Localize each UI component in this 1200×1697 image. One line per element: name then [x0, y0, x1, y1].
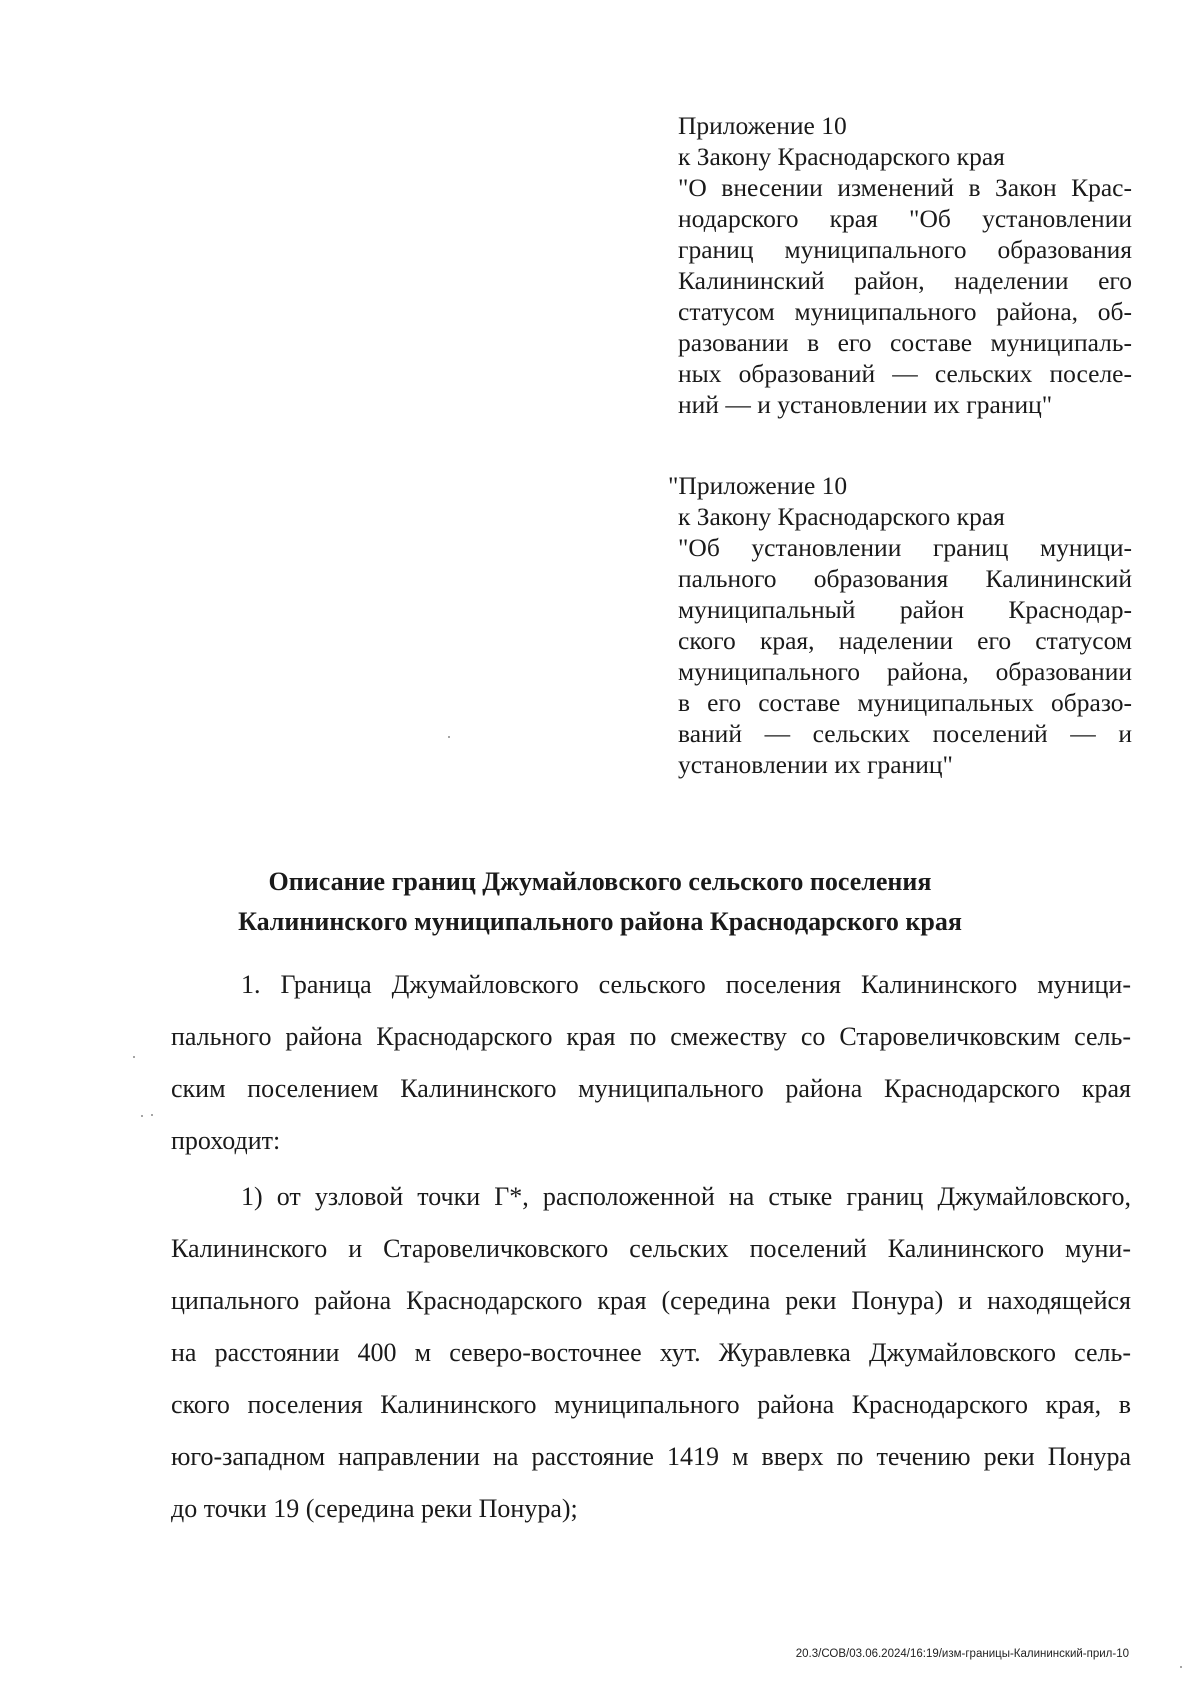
appendix-two-line: ваний — сельских поселений — и — [678, 719, 1132, 748]
scan-speck — [1180, 1666, 1182, 1668]
appendix-one-line: "О внесении изменений в Закон Крас- — [678, 173, 1132, 202]
appendix-one-line: Приложение 10 — [678, 111, 847, 140]
appendix-two-header — [668, 470, 1132, 780]
appendix-one-line: границ муниципального образования — [678, 235, 1132, 264]
paragraph-two-line: до точки 19 (середина реки Понура); — [171, 1494, 578, 1523]
document-title-line-2: Калининского муниципального района Краснодарского края — [238, 907, 962, 936]
appendix-one-line: ных образований — сельских поселе- — [678, 359, 1132, 388]
paragraph-one-line: проходит: — [171, 1126, 281, 1155]
paragraph-two-line: ского поселения Калининского муниципального района Краснодарского края, в — [171, 1390, 1131, 1419]
appendix-two-line: "Об установлении границ муници- — [678, 533, 1132, 562]
appendix-two-line: к Закону Краснодарского края — [678, 502, 1005, 531]
appendix-one-line: нодарского края "Об установлении — [678, 204, 1132, 233]
appendix-one-line: разовании в его составе муниципаль- — [678, 328, 1132, 357]
document-title-line-1: Описание границ Джумайловского сельского поселения — [268, 867, 932, 896]
appendix-one-line: ний — и установлении их границ" — [678, 390, 1053, 419]
paragraph-two-line: ципального района Краснодарского края (середина реки Понура) и находящейся — [171, 1286, 1131, 1315]
appendix-one-header — [678, 110, 1132, 420]
appendix-one-line: статусом муниципального района, об- — [678, 297, 1132, 326]
scan-speck — [141, 1115, 143, 1117]
appendix-two-line: пального образования Калининский — [678, 564, 1132, 593]
appendix-one-line: Калининский район, наделении его — [678, 266, 1132, 295]
paragraph-two-line: на расстоянии 400 м северо-восточнее хут. Журавлевка Джумайловского сель- — [171, 1338, 1131, 1367]
appendix-two-line: установлении их границ" — [678, 750, 953, 779]
appendix-two-line: "Приложение 10 — [668, 471, 848, 500]
paragraph-one-line: 1. Граница Джумайловского сельского поселения Калининского муници- — [241, 970, 1131, 999]
scan-speck — [448, 736, 450, 738]
footer-reference: 20.3/СОВ/03.06.2024/16:19/изм-границы-Калининский-прил-10 — [795, 1648, 1129, 1660]
appendix-two-line: в его составе муниципальных образо- — [678, 688, 1132, 717]
appendix-two-line: муниципальный район Краснодар- — [678, 595, 1132, 624]
appendix-two-line: ского края, наделении его статусом — [678, 626, 1132, 655]
scan-speck — [133, 1056, 135, 1058]
paragraph-two-line: 1) от узловой точки Г*, расположенной на стыке границ Джумайловского, — [241, 1182, 1131, 1211]
appendix-two-line: муниципального района, образовании — [678, 657, 1132, 686]
paragraph-two-line: юго-западном направлении на расстояние 1419 м вверх по течению реки Понура — [171, 1442, 1131, 1471]
paragraph-two-line: Калининского и Старовеличковского сельских поселений Калининского муни- — [171, 1234, 1131, 1263]
paragraph-one-line: пального района Краснодарского края по смежеству со Старовеличковским сель- — [171, 1022, 1131, 1051]
appendix-one-line: к Закону Краснодарского края — [678, 142, 1005, 171]
paragraph-one-line: ским поселением Калининского муниципального района Краснодарского края — [171, 1074, 1131, 1103]
scan-speck — [151, 1114, 153, 1116]
